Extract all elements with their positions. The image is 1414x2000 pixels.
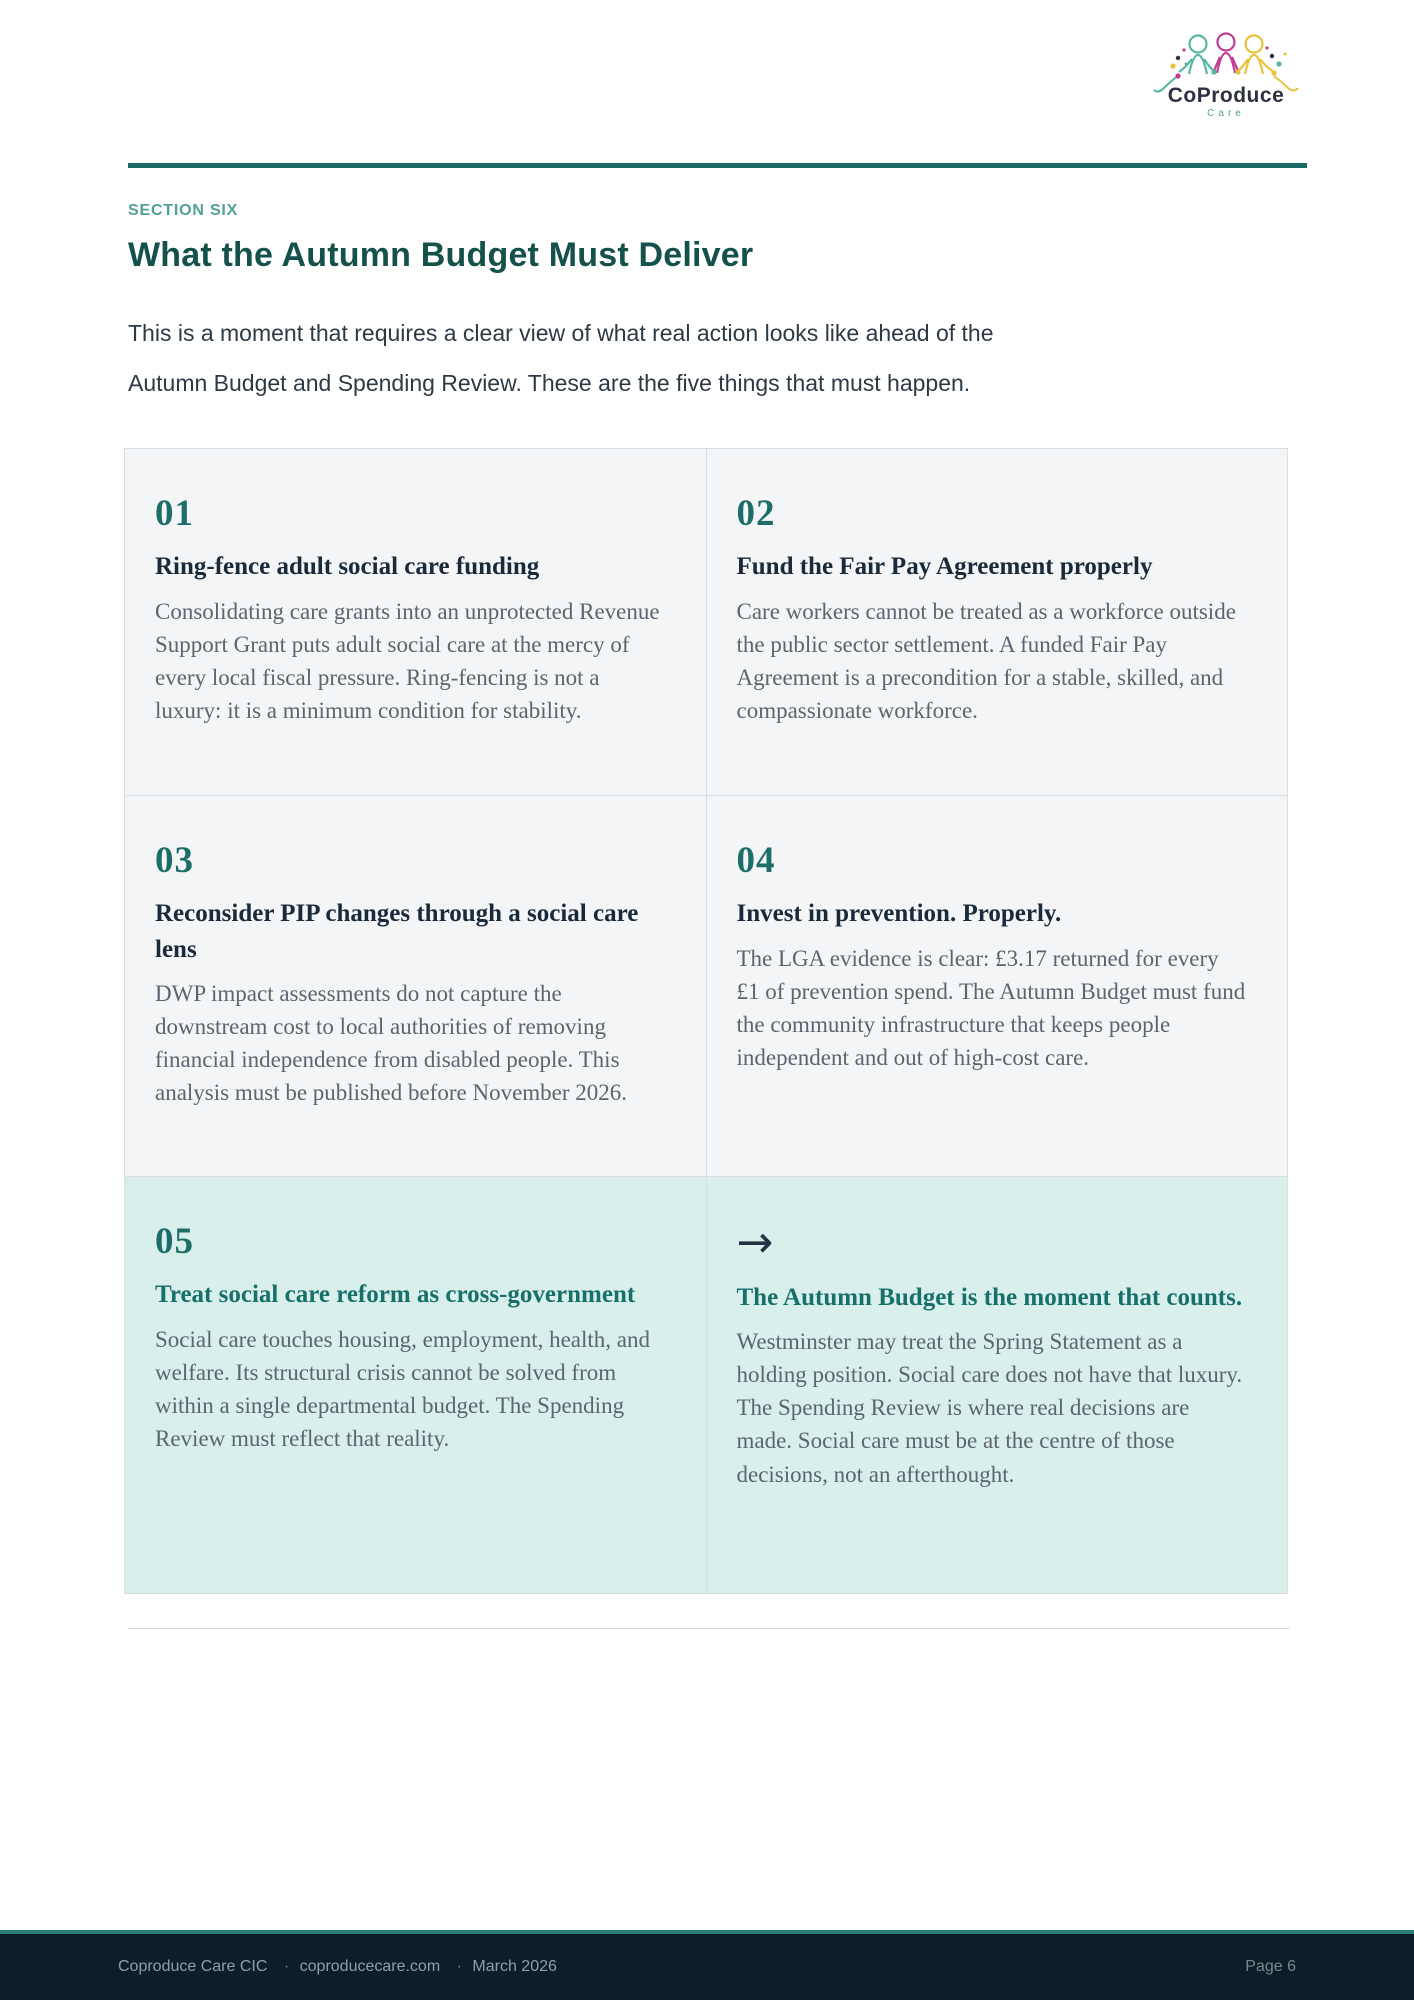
logo-brand-text: CoProduce bbox=[1167, 84, 1285, 107]
card-title: Reconsider PIP changes through a social care lens bbox=[155, 900, 639, 963]
deliverables-grid bbox=[124, 448, 1288, 1594]
card-number: 02 bbox=[736, 493, 776, 534]
card-title: Invest in prevention. Properly. bbox=[736, 900, 1062, 927]
section-label: SECTION SIX bbox=[128, 202, 239, 219]
card-title: Treat social care reform as cross-government bbox=[155, 1281, 636, 1308]
card-body: The LGA evidence is clear: £3.17 returned for every £1 of prevention spend. The Autumn Budget must fund the community infrastructure that keeps people independent and out of high-cost care. bbox=[736, 945, 1246, 1070]
card-conclusion-autumn-budget bbox=[707, 1177, 1288, 1593]
footer-meta bbox=[118, 1958, 563, 1976]
intro-paragraph: This is a moment that requires a clear view of what real action looks like ahead of the Autumn Budget and Spending Review. These are the five things that must happen. bbox=[128, 320, 994, 397]
card-body: Care workers cannot be treated as a workforce outside the public sector settlement. A funded Fair Pay Agreement is a precondition for a stable, skilled, and compassionate workforce. bbox=[736, 598, 1236, 723]
card-body: Westminster may treat the Spring Statement as a holding position. Social care does not have that luxury. The Spending Review is where real decisions are made. Social care must be at the centre of those decisions, not an afterthought. bbox=[736, 1329, 1243, 1487]
card-title: The Autumn Budget is the moment that counts. bbox=[736, 1283, 1243, 1311]
footer-company: Coproduce Care CIC bbox=[118, 1958, 268, 1975]
card-title: Fund the Fair Pay Agreement properly bbox=[736, 553, 1153, 580]
page-footer bbox=[0, 1930, 1414, 2000]
card-number: 03 bbox=[155, 840, 194, 881]
card-02-fair-pay bbox=[707, 449, 1288, 795]
footer-separator: · bbox=[283, 1958, 290, 1975]
card-number: 05 bbox=[155, 1221, 194, 1262]
card-03-pip-changes bbox=[125, 796, 706, 1176]
bottom-divider bbox=[128, 1628, 1290, 1629]
card-number: 01 bbox=[155, 493, 194, 534]
card-number: 04 bbox=[736, 840, 776, 881]
card-body: Consolidating care grants into an unprotected Revenue Support Grant puts adult social care at the mercy of every local fiscal pressure. Ring-fencing is not a luxury: it is a minimum condition for stability. bbox=[155, 598, 660, 723]
footer-website: coproducecare.com bbox=[299, 1958, 441, 1975]
card-body: Social care touches housing, employment, health, and welfare. Its structural crisis cannot be solved from within a single departmental budget. The Spending Review must reflect that reality. bbox=[155, 1326, 651, 1451]
card-05-cross-government bbox=[125, 1177, 706, 1593]
page-title: What the Autumn Budget Must Deliver bbox=[128, 236, 754, 274]
card-body: DWP impact assessments do not capture the downstream cost to local authorities of removing financial independence from disabled people. This analysis must be published before November 2026. bbox=[155, 981, 628, 1106]
logo-sub-text: Care bbox=[1207, 108, 1245, 119]
right-arrow-icon: → bbox=[736, 1217, 774, 1268]
coproduce-logo bbox=[1148, 28, 1304, 120]
card-01-ring-fence bbox=[125, 449, 706, 795]
card-title: Ring-fence adult social care funding bbox=[155, 553, 540, 580]
header-rule bbox=[128, 163, 1307, 168]
coproduce-logo-icon bbox=[1148, 28, 1304, 120]
footer-page-number: Page 6 bbox=[1245, 1958, 1296, 1975]
card-04-prevention bbox=[707, 796, 1288, 1176]
footer-date: March 2026 bbox=[472, 1958, 557, 1975]
footer-separator: · bbox=[456, 1958, 462, 1975]
